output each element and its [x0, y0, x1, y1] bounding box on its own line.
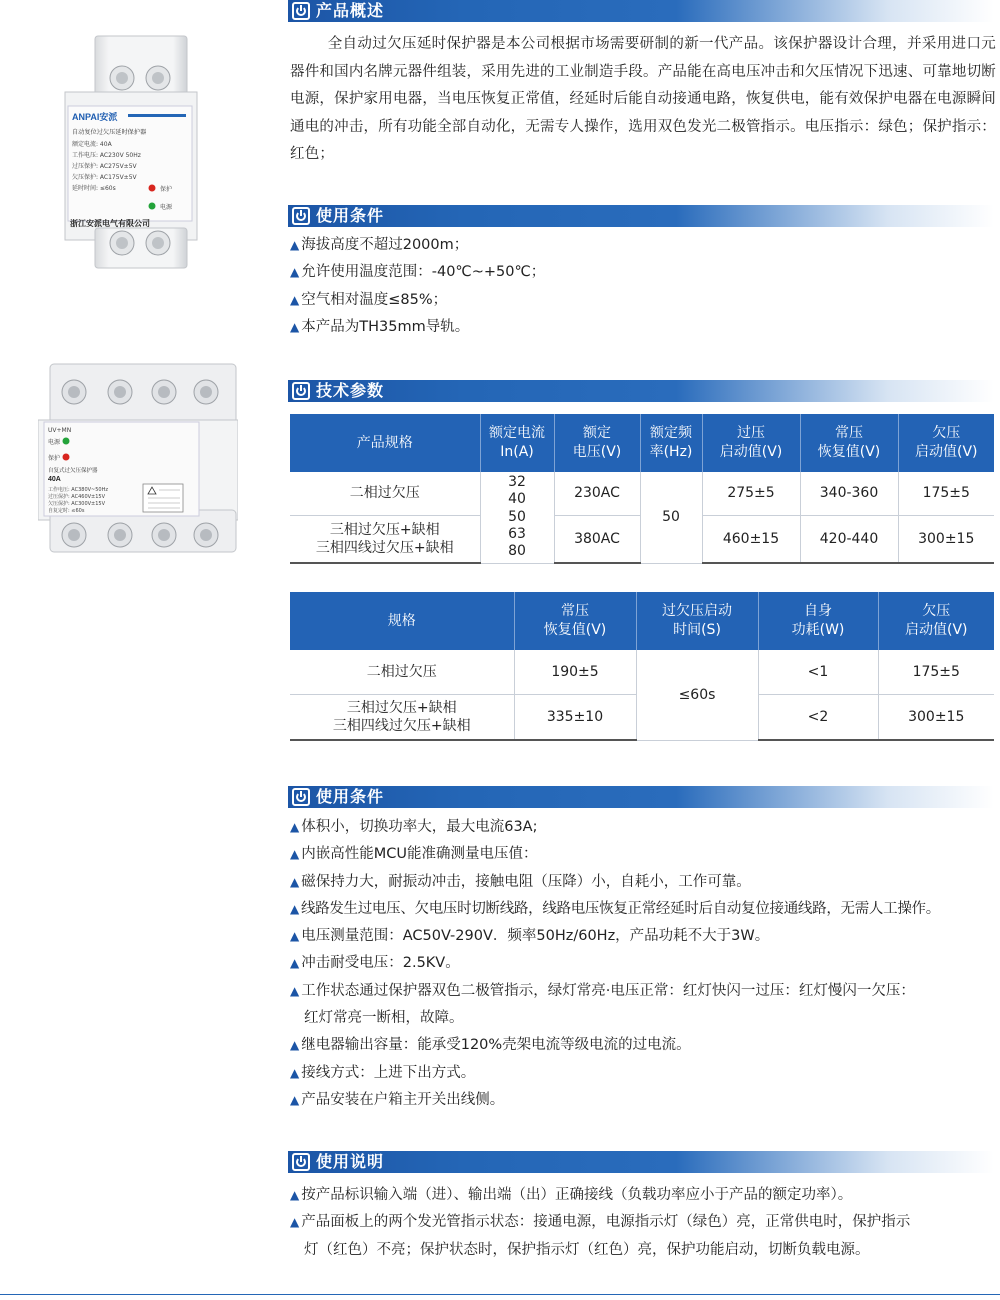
device1-spec: 过压保护: AC275V±5V [72, 163, 137, 170]
cell: 175±5 [898, 472, 994, 515]
list-item: ▲ 产品面板上的两个发光管指示状态：接通电源，电源指示灯（绿色）亮，正常供电时，保护指示 [290, 1214, 911, 1231]
list-item: ▲ 海拔高度不超过2000m； [290, 237, 469, 253]
power-icon [292, 382, 310, 400]
device2-rating: 40A [48, 476, 61, 483]
device2-led-power: 电源 [48, 439, 61, 446]
section-header-tech [288, 380, 994, 402]
section-header-features [288, 786, 994, 808]
section-title: 使用说明 [316, 1152, 385, 1171]
power-icon [292, 2, 310, 20]
cell: 二相过欠压 [290, 472, 480, 515]
col-header: 欠压 启动值(V) [878, 592, 994, 650]
list-item: ▲ 磁保持力大，耐振动冲击，接触电阻（压降）小，自耗小，工作可靠。 [290, 873, 751, 890]
cell: <2 [758, 694, 878, 740]
triangle-bullet-icon: ▲ [290, 1065, 300, 1080]
cell: 380AC [554, 515, 640, 563]
device2-leds: UV+MN [48, 427, 72, 434]
col-header: 常压 恢复值(V) [800, 414, 898, 472]
cell: 二相过欠压 [290, 650, 514, 694]
green-led-icon [149, 203, 156, 210]
section-title: 使用条件 [316, 206, 385, 225]
triangle-bullet-icon: ▲ [290, 956, 300, 971]
triangle-bullet-icon: ▲ [290, 929, 300, 944]
instructions-list [290, 1182, 1000, 1264]
table-row [290, 650, 994, 694]
device1-led-power: 电源 [160, 204, 173, 211]
list-item: ▲ 允许使用温度范围：-40℃~+50℃； [290, 264, 546, 281]
section-title: 技术参数 [316, 381, 385, 400]
section-title: 使用条件 [316, 787, 385, 806]
triangle-bullet-icon: ▲ [290, 847, 300, 862]
power-icon [292, 1153, 310, 1171]
device2-spec: 过压保护: AC460V±15V [48, 494, 106, 500]
triangle-bullet-icon: ▲ [290, 1188, 300, 1202]
col-header: 额定 电压(V) [554, 414, 640, 472]
cell: 300±15 [898, 515, 994, 563]
list-item: ▲ 按产品标识输入端（进）、输出端（出）正确接线（负载功率应小于产品的额定功率）。 [290, 1187, 853, 1203]
device1-brand: ANPAI安派 [72, 112, 118, 122]
cell: 300±15 [878, 694, 994, 740]
section-header-instructions [288, 1151, 994, 1173]
col-header: 额定频 率(Hz) [640, 414, 702, 472]
single-phase-protector-image [60, 28, 200, 273]
cell: 335±10 [514, 694, 636, 740]
cell: 190±5 [514, 650, 636, 694]
list-item: ▲ 继电器输出容量：能承受120%壳架电流等级电流的过电流。 [290, 1037, 691, 1054]
triangle-bullet-icon: ▲ [290, 1092, 300, 1107]
device1-company: 浙江安派电气有限公司 [70, 218, 150, 228]
list-item-continuation: 灯（红色）不亮；保护状态时，保护指示灯（红色）亮，保护功能启动，切断负载电源。 [304, 1241, 870, 1258]
device1-led-protect: 保护 [160, 186, 173, 193]
cell: 三相过欠压+缺相 三相四线过欠压+缺相 [290, 694, 514, 740]
table-row [290, 472, 994, 515]
col-header: 常压 恢复值(V) [514, 592, 636, 650]
power-icon [292, 207, 310, 225]
power-icon [292, 788, 310, 806]
cell: 340-360 [800, 472, 898, 515]
features-list [290, 814, 1000, 1114]
triangle-bullet-icon: ▲ [290, 820, 300, 834]
list-item: ▲ 空气相对温度≤85%； [290, 291, 448, 308]
list-item: ▲ 冲击耐受电压：2.5KV。 [290, 955, 460, 972]
three-phase-protector-image [38, 360, 238, 555]
device1-spec: 欠压保护: AC175V±5V [72, 174, 137, 181]
triangle-bullet-icon: ▲ [290, 1215, 300, 1230]
cell: 230AC [554, 472, 640, 515]
red-led-icon [63, 454, 70, 461]
col-header: 欠压 启动值(V) [898, 414, 994, 472]
device1-spec: 额定电流: 40A [72, 141, 112, 148]
device2-name: 自复式过欠压保护器 [48, 468, 98, 474]
list-item: ▲ 接线方式：上进下出方式。 [290, 1064, 476, 1081]
current-cell: 32 40 50 63 80 [480, 472, 554, 563]
list-item-continuation: 红灯常亮一断相，故障。 [304, 1010, 464, 1027]
list-item: ▲ 体积小，切换功率大，最大电流63A; [290, 819, 538, 835]
triangle-bullet-icon: ▲ [290, 901, 299, 916]
section-header-conditions [288, 205, 994, 227]
list-item: ▲ 内嵌高性能MCU能准确测量电压值： [290, 846, 538, 863]
list-item: ▲ 本产品为TH35mm导轨。 [290, 318, 470, 335]
cell: 175±5 [878, 650, 994, 694]
col-header: 自身 功耗(W) [758, 592, 878, 650]
cell: 420-440 [800, 515, 898, 563]
cell: ≤60s [636, 650, 758, 740]
tech-table-2 [290, 592, 994, 741]
triangle-bullet-icon: ▲ [290, 265, 300, 280]
cell: 50 [640, 472, 702, 563]
list-item: ▲ 产品安装在户箱主开关出线侧。 [290, 1091, 505, 1108]
col-header: 产品规格 [290, 414, 480, 472]
triangle-bullet-icon: ▲ [290, 1038, 300, 1053]
page-bottom-rule [0, 1294, 1000, 1295]
list-item: ▲ 线路发生过电压、欠电压时切断线路，线路电压恢复正常经延时后自动复位接通线路，无需人工操作。 [290, 900, 940, 917]
list-item: ▲ 电压测量范围：AC50V-290V．频率50Hz/60Hz，产品功耗不大于3W。 [290, 928, 770, 945]
device2-spec: 自复定时: ≤60s [48, 508, 85, 514]
triangle-bullet-icon: ▲ [290, 874, 300, 889]
triangle-bullet-icon: ▲ [290, 319, 300, 334]
device1-spec: 延时时间: ≤60s [72, 185, 116, 192]
device2-spec: 工作电压: AC380V~50Hz [48, 487, 108, 493]
section-header-overview [288, 0, 994, 22]
green-led-icon [63, 438, 70, 445]
device1-name: 自动复位过欠压延时保护器 [72, 129, 147, 136]
cell: 三相过欠压+缺相 三相四线过欠压+缺相 [290, 515, 480, 563]
device1-spec: 工作电压: AC230V 50Hz [72, 152, 141, 159]
triangle-bullet-icon: ▲ [290, 292, 300, 307]
triangle-bullet-icon: ▲ [290, 983, 300, 998]
cell: <1 [758, 650, 878, 694]
cell: 460±15 [702, 515, 800, 563]
conditions-list [290, 232, 1000, 341]
device2-led-protect: 保护 [48, 455, 61, 462]
overview-paragraph: 全自动过欠压延时保护器是本公司根据市场需要研制的新一代产品。该保护器设计合理，并采用进口元器件和国内名牌元器件组装，采用先进的工业制造手段。产品能在高电压冲击和欠压情况下迅速、可靠地切断电源，保护家用电器，当电压恢复正常值，经延时后能自动接通电路，恢复供电，能有效保护电器在电源瞬间通电的冲击，所有功能全部自动化，无需专人操作，选用双色发光二极管指示。电压指示：绿色；保护指示：红色； [290, 36, 996, 162]
tech-table-1 [290, 414, 994, 564]
section-title: 产品概述 [316, 1, 385, 20]
col-header: 规格 [290, 592, 514, 650]
list-item: ▲ 工作状态通过保护器双色二极管指示，绿灯常亮·电压正常：红灯快闪一过压：红灯慢闪一欠压： [290, 982, 915, 999]
col-header: 过欠压启动 时间(S) [636, 592, 758, 650]
col-header: 额定电流 In(A) [480, 414, 554, 472]
col-header: 过压 启动值(V) [702, 414, 800, 472]
red-led-icon [149, 185, 156, 192]
device2-spec: 欠压保护: AC300V±15V [48, 501, 106, 507]
triangle-bullet-icon: ▲ [290, 238, 300, 252]
cell: 275±5 [702, 472, 800, 515]
